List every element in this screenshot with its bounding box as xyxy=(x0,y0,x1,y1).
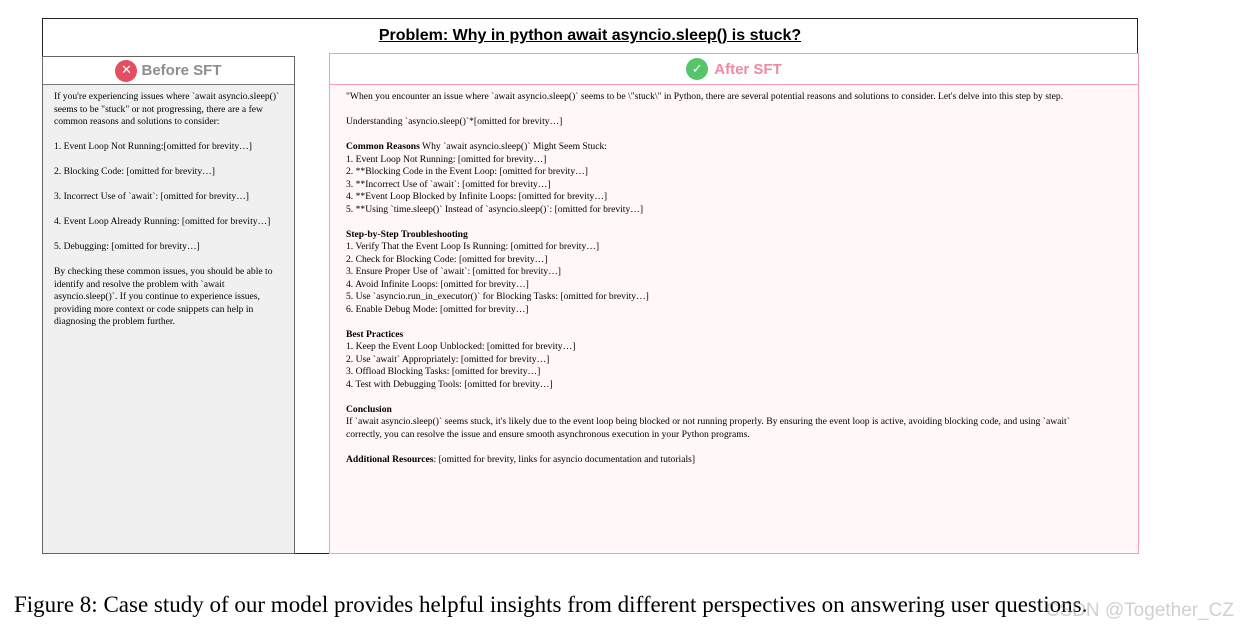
conclusion-section xyxy=(346,404,1128,442)
list-item: 1. Keep the Event Loop Unblocked: [omitted for brevity…] xyxy=(346,341,576,352)
best-practices-heading: Best Practices xyxy=(346,328,404,340)
before-paragraph: By checking these common issues, you should be able to identify and resolve the problem with `await asyncio.sleep()`. If you continue to experience issues, providing more context or code snippets can help in diagnosing the problem further. xyxy=(54,266,273,327)
conclusion-line: correctly, you can resolve the issue and ensure smooth asynchronous execution in your Python programs. xyxy=(346,428,750,440)
conclusion-line: If `await asyncio.sleep()` seems stuck, it's likely due to the event loop being blocked or not running properly. By ensuring the event loop is active, avoiding blocking code, and using `await` xyxy=(346,416,1070,427)
after-sft-panel xyxy=(329,53,1139,554)
list-item: 5. **Using `time.sleep()` Instead of `asyncio.sleep()`: [omitted for brevity…] xyxy=(346,203,644,215)
troubleshooting-section xyxy=(346,229,1128,317)
after-sft-body xyxy=(330,85,1138,466)
list-item: 5. Use `asyncio.run_in_executor()` for Blocking Tasks: [omitted for brevity…] xyxy=(346,291,649,302)
list-item: 1. Event Loop Not Running: [omitted for brevity…] xyxy=(346,153,547,165)
before-sft-panel xyxy=(42,56,295,554)
list-item: 4. Test with Debugging Tools: [omitted for brevity…] xyxy=(346,378,553,390)
list-item: 2. Check for Blocking Code: [omitted for brevity…] xyxy=(346,253,548,265)
before-sft-body xyxy=(43,85,294,329)
before-paragraph: 4. Event Loop Already Running: [omitted for brevity…] xyxy=(54,216,271,227)
after-understanding: Understanding `asyncio.sleep()`*[omitted for brevity…] xyxy=(346,116,563,127)
before-paragraph: 3. Incorrect Use of `await`: [omitted for brevity…] xyxy=(54,191,249,202)
list-item: 3. Offload Blocking Tasks: [omitted for brevity…] xyxy=(346,366,541,377)
list-item: 3. Ensure Proper Use of `await`: [omitted for brevity…] xyxy=(346,266,561,277)
conclusion-heading: Conclusion xyxy=(346,403,392,415)
list-item: 1. Verify That the Event Loop Is Running: [omitted for brevity…] xyxy=(346,241,600,252)
resources-text: : [omitted for brevity, links for asyncio documentation and tutorials] xyxy=(433,453,696,465)
check-circle-icon: ✓ xyxy=(686,58,708,80)
after-sft-label: After SFT xyxy=(714,60,782,78)
problem-title: Problem: Why in python await asyncio.sleep() is stuck? xyxy=(378,27,802,44)
common-reasons-heading-suffix: Why `await asyncio.sleep()` Might Seem Stuck: xyxy=(419,141,607,152)
figure-caption: Figure 8: Case study of our model provides helpful insights from different perspectives on answering user questions. xyxy=(14,592,1088,617)
best-practices-section xyxy=(346,329,1128,392)
x-circle-icon: ✕ xyxy=(115,60,137,82)
after-sft-header xyxy=(330,54,1138,85)
before-sft-label: Before SFT xyxy=(141,62,222,79)
list-item: 3. **Incorrect Use of `await`: [omitted for brevity…] xyxy=(346,178,551,190)
common-reasons-section xyxy=(346,141,1128,216)
list-item: 4. **Event Loop Blocked by Infinite Loops: [omitted for brevity…] xyxy=(346,191,608,202)
resources-heading: Additional Resources xyxy=(346,453,434,465)
before-paragraph: 5. Debugging: [omitted for brevity…] xyxy=(54,241,200,252)
watermark: CSDN @Together_CZ xyxy=(1045,600,1234,621)
after-intro: "When you encounter an issue where `await asyncio.sleep()` seems to be \"stuck\" in Python, there are several potential reasons and solutions to consider. Let's delve into this step by step. xyxy=(346,91,1064,102)
before-sft-header xyxy=(43,57,294,85)
list-item: 6. Enable Debug Mode: [omitted for brevity…] xyxy=(346,303,529,315)
before-paragraph: 2. Blocking Code: [omitted for brevity…] xyxy=(54,166,215,177)
before-paragraph: If you're experiencing issues where `await asyncio.sleep()` seems to be "stuck" or not progressing, there are a few common reasons and solutions to consider: xyxy=(54,91,280,127)
list-item: 2. Use `await` Appropriately: [omitted for brevity…] xyxy=(346,353,550,365)
resources-section xyxy=(346,454,1128,467)
before-paragraph: 1. Event Loop Not Running:[omitted for brevity…] xyxy=(54,141,252,152)
list-item: 4. Avoid Infinite Loops: [omitted for brevity…] xyxy=(346,278,529,290)
common-reasons-heading: Common Reasons xyxy=(346,141,420,152)
troubleshooting-heading: Step-by-Step Troubleshooting xyxy=(346,228,468,240)
list-item: 2. **Blocking Code in the Event Loop: [omitted for brevity…] xyxy=(346,166,588,177)
